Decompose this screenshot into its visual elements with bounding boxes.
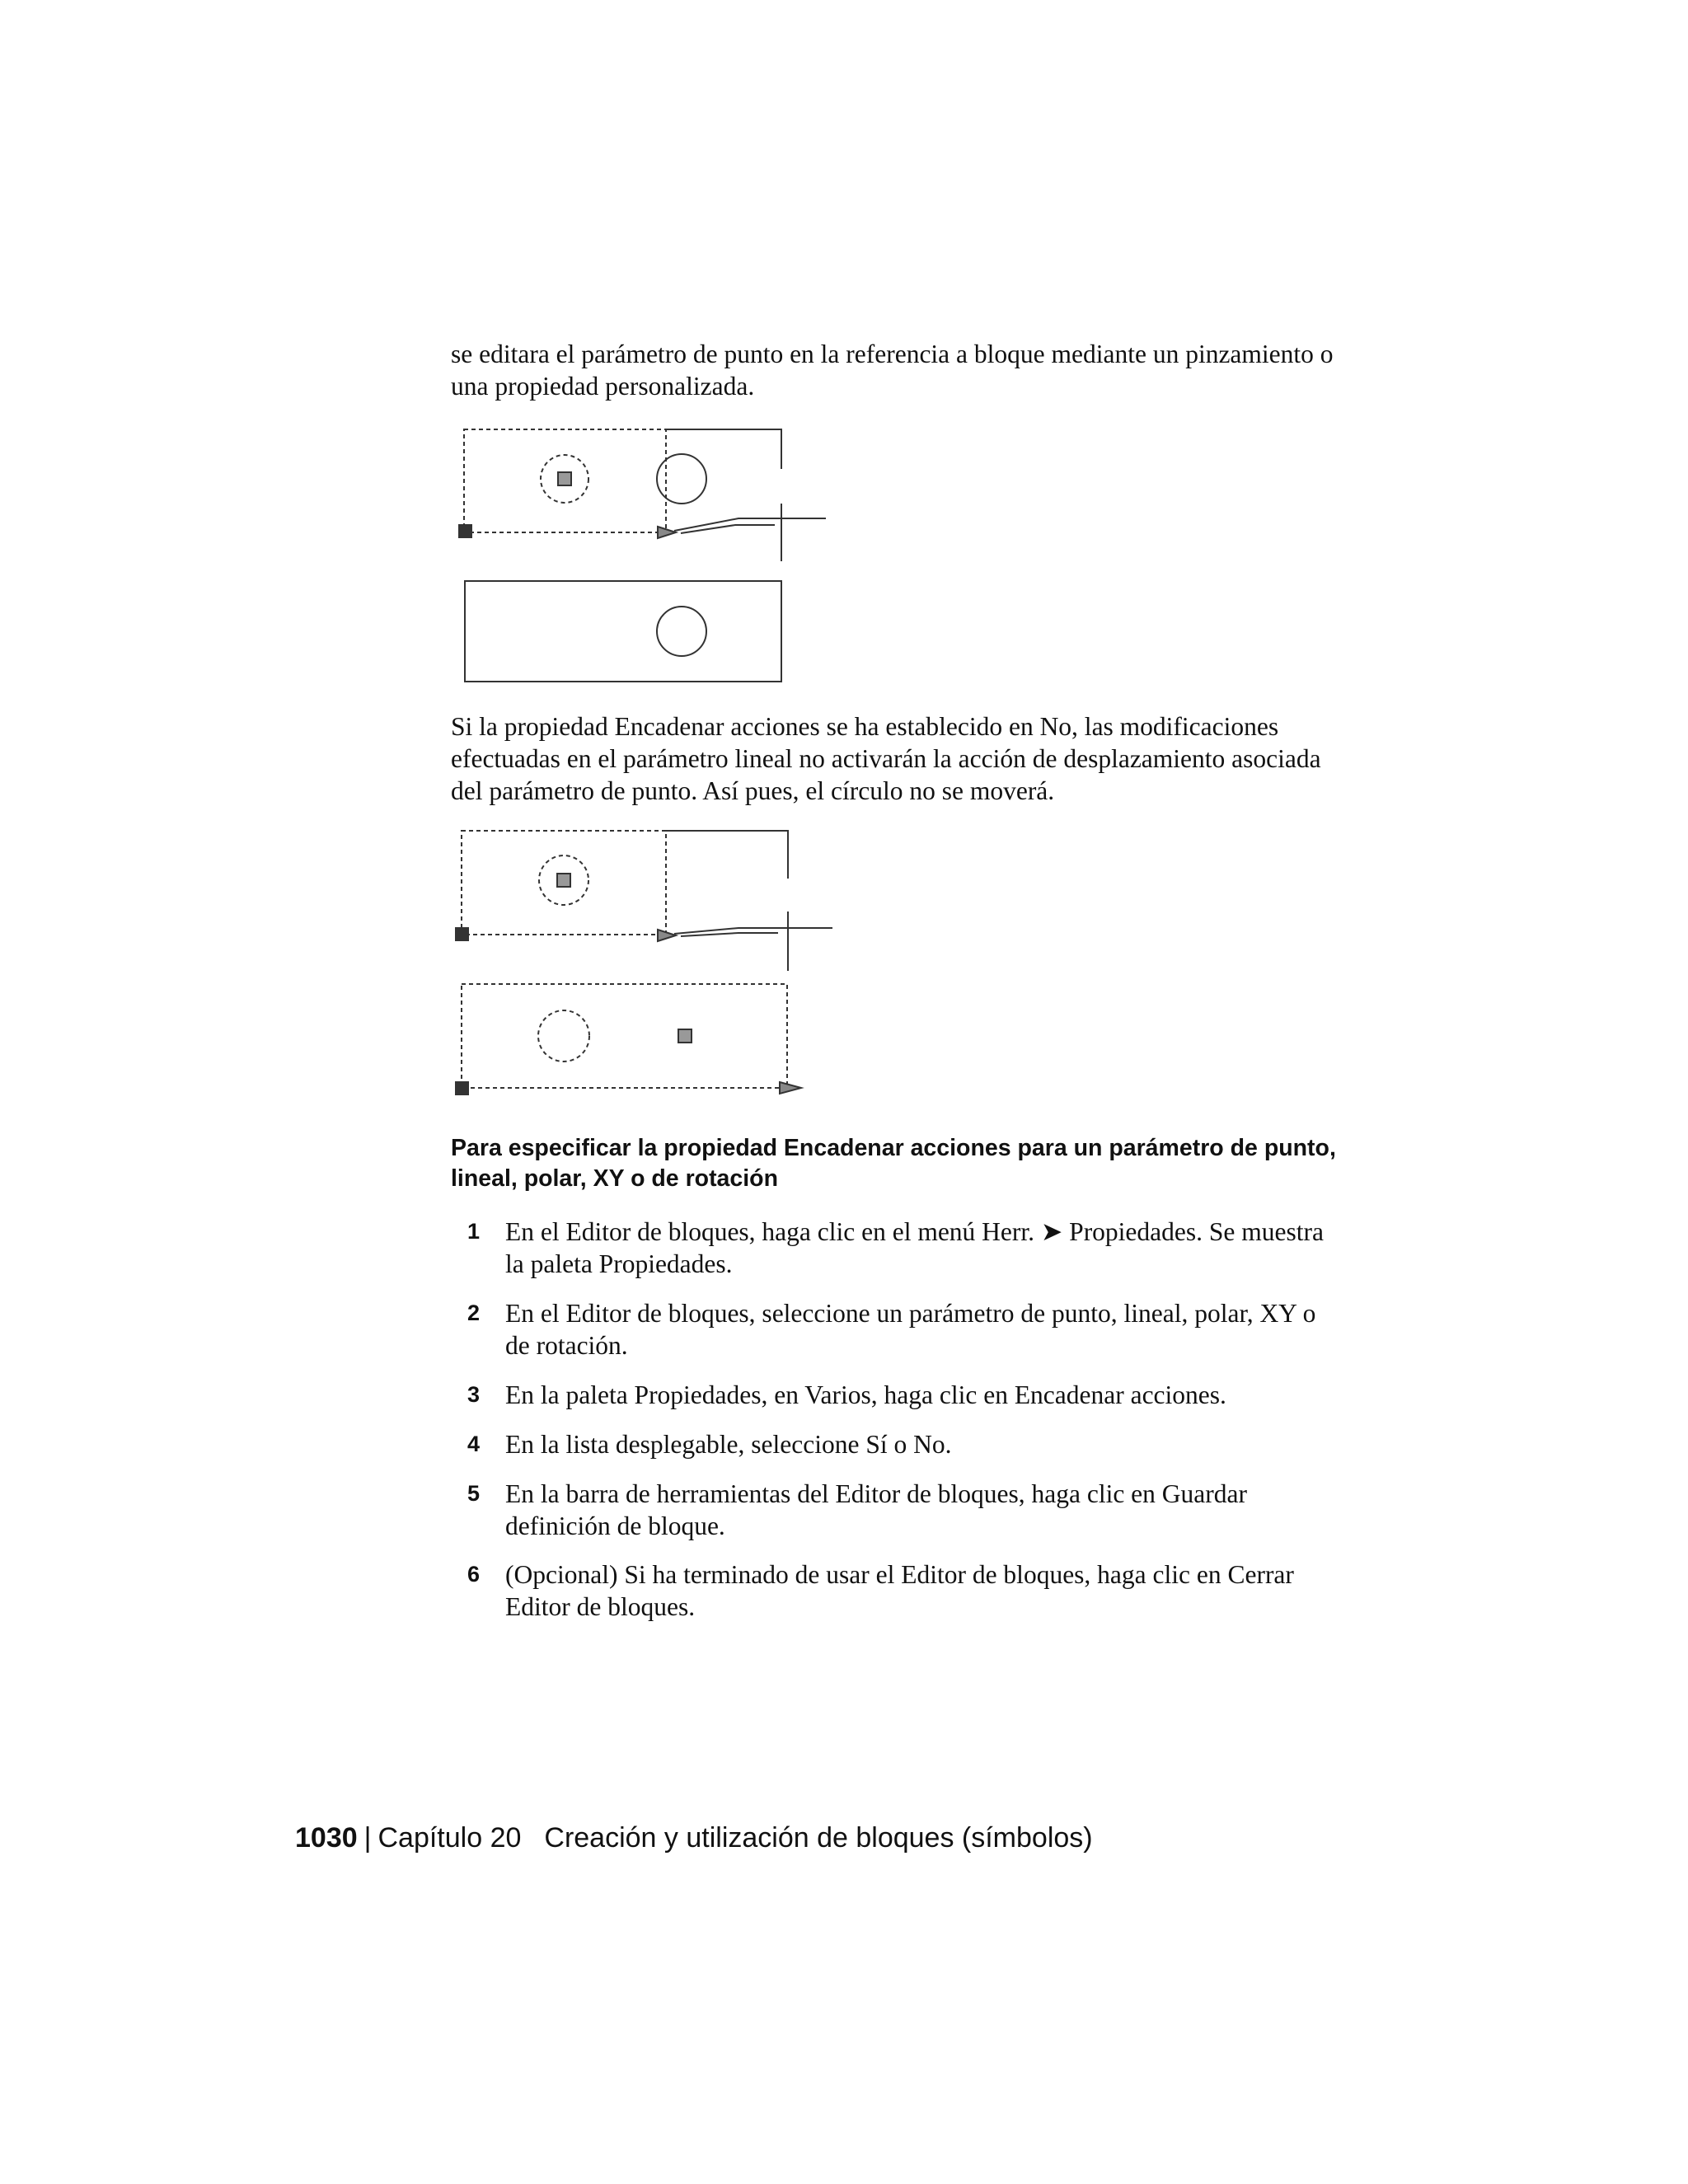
resulting-block-outline [465, 581, 781, 682]
step-text: (Opcional) Si ha terminado de usar el Editor de bloques, haga clic en Cerrar Editor de bloques. [505, 1560, 1294, 1621]
linear-parameter-arrow-grip-bottom [780, 1082, 801, 1094]
base-point-grip-bottom [455, 1081, 469, 1095]
list-item [451, 1379, 1341, 1428]
block-diagram-chain-yes [445, 424, 841, 687]
moved-circle [657, 454, 706, 504]
step-number: 1 [467, 1219, 481, 1244]
step-number: 2 [467, 1301, 481, 1325]
chapter-label: Capítulo 20 [377, 1822, 522, 1854]
list-item [451, 1428, 1341, 1478]
step-number: 6 [467, 1562, 481, 1586]
procedure-steps [451, 1216, 1341, 1623]
base-point-grip-top [455, 927, 469, 941]
list-item [451, 1558, 1341, 1623]
point-parameter-grip [558, 472, 571, 485]
dashed-block-outline-bottom [462, 984, 787, 1088]
page-number: 1030 [295, 1822, 358, 1854]
stretch-leader-line-lower [681, 933, 778, 936]
figure-chain-actions-yes [445, 424, 841, 687]
step-text: En el Editor de bloques, seleccione un parámetro de punto, lineal, polar, XY o de rotación. [505, 1299, 1316, 1360]
list-item [451, 1297, 1341, 1379]
point-parameter-grip-top [557, 874, 570, 887]
list-item [451, 1478, 1341, 1558]
procedure-heading: Para especificar la propiedad Encadenar acciones para un parámetro de punto, lineal, polar, XY o de rotación [451, 1135, 1336, 1192]
unmoved-circle-dashed [538, 1010, 589, 1062]
list-item [451, 1216, 1341, 1297]
step-number: 5 [467, 1481, 481, 1506]
figure-chain-actions-no [445, 826, 841, 1102]
step-text: En el Editor de bloques, haga clic en el menú Herr. ➤ Propiedades. Se muestra la paleta Propiedades. [505, 1217, 1324, 1278]
base-point-grip [458, 524, 472, 538]
point-parameter-grip-bottom [678, 1029, 692, 1043]
step-number: 3 [467, 1382, 481, 1407]
intro-paragraph: se editara el parámetro de punto en la referencia a bloque mediante un pinzamiento o una propiedad personalizada. [451, 340, 1334, 401]
linear-parameter-arrow-grip [658, 527, 676, 538]
resulting-circle [657, 607, 706, 656]
stretched-block-edge-top [666, 429, 781, 469]
page-footer [295, 1820, 1093, 1856]
step-text: En la barra de herramientas del Editor de bloques, haga clic en Guardar definición de bloque. [505, 1479, 1247, 1540]
stretched-block-edge-top [666, 831, 788, 879]
step-text: En la paleta Propiedades, en Varios, haga clic en Encadenar acciones. [505, 1380, 1226, 1409]
chapter-title: Creación y utilización de bloques (símbolos) [544, 1822, 1093, 1854]
block-diagram-chain-no [445, 826, 841, 1102]
step-number: 4 [467, 1432, 481, 1456]
chain-actions-no-paragraph: Si la propiedad Encadenar acciones se ha establecido en No, las modificaciones efectuadas en el parámetro lineal no activarán la acción de desplazamiento asociada del parámetro de punto. Así pues, el círculo no se moverá. [451, 712, 1321, 805]
step-text: En la lista desplegable, seleccione Sí o No. [505, 1430, 952, 1459]
footer-separator: | [363, 1822, 372, 1854]
